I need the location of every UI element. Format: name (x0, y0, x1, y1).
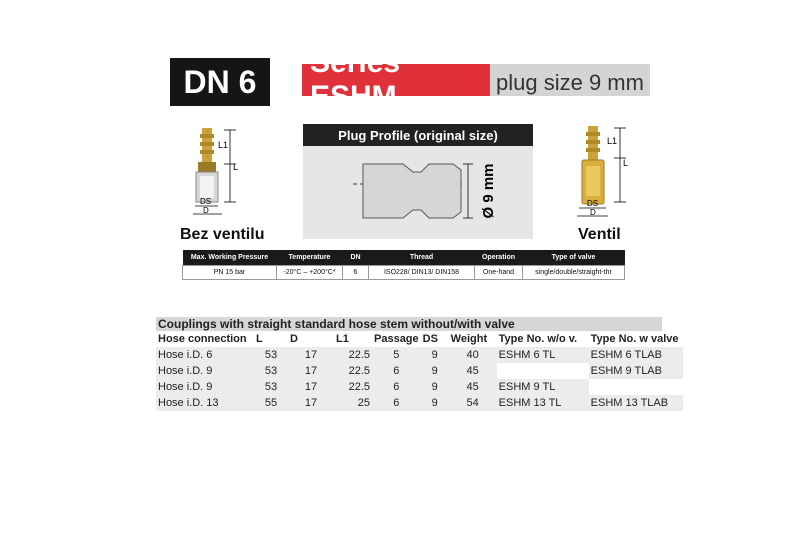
couplings-title: Couplings with straight standard hose stem without/with valve (156, 317, 662, 331)
header-type-without-valve: Type No. w/o v. (498, 333, 578, 345)
header-l: L (256, 333, 263, 345)
cell-d: 17 (288, 379, 334, 395)
cell-l1: 22.5 (334, 347, 372, 363)
spec-header-temperature: Temperature (277, 250, 343, 266)
cell-hose: Hose i.D. 6 (156, 347, 254, 363)
cell-type-with-valve: ESHM 6 TLAB (589, 347, 683, 363)
cell-type-with-valve: ESHM 9 TLAB (589, 363, 683, 379)
cell-weight: 40 (449, 347, 497, 363)
cell-d: 17 (288, 347, 334, 363)
cell-passage: 5 (372, 347, 421, 363)
cell-l: 55 (254, 395, 288, 411)
ds-label: DS (587, 199, 599, 208)
cell-l1: 25 (334, 395, 372, 411)
table-row (156, 347, 683, 363)
fitting-without-valve-image (190, 124, 250, 224)
l1-label: L1 (607, 136, 618, 146)
table-row (156, 379, 683, 395)
header-passage: Passage (374, 333, 419, 345)
l-label: L (623, 158, 629, 168)
cell-hose: Hose i.D. 9 (156, 363, 254, 379)
cell-l: 53 (254, 379, 288, 395)
spec-row (183, 266, 625, 280)
spec-table (182, 250, 625, 280)
spec-temperature: -20°C – +200°C* (277, 266, 343, 280)
cell-passage: 6 (372, 363, 421, 379)
caption-with-valve: Ventil (578, 226, 621, 243)
cell-d: 17 (288, 395, 334, 411)
cell-l1: 22.5 (334, 379, 372, 395)
caption-without-valve: Bez ventilu (180, 226, 265, 243)
header-weight: Weight (450, 333, 488, 345)
plug-size-label: plug size 9 mm (496, 70, 644, 95)
cell-l1: 22.5 (334, 363, 372, 379)
spec-header-dn: DN (343, 250, 369, 266)
table-row (156, 363, 683, 379)
dn-badge: DN 6 (170, 58, 270, 106)
cell-weight: 54 (449, 395, 497, 411)
plug-profile-title: Plug Profile (original size) (303, 124, 533, 146)
spec-pressure: PN 15 bar (183, 266, 277, 280)
cell-passage: 6 (372, 395, 421, 411)
plug-profile-drawing (303, 146, 533, 239)
spec-header-thread: Thread (369, 250, 475, 266)
spec-dn: 6 (343, 266, 369, 280)
cell-ds: 9 (421, 363, 449, 379)
header-type-with-valve: Type No. w valve (590, 333, 679, 345)
cell-hose: Hose i.D. 13 (156, 395, 254, 411)
cell-type-without-valve (497, 363, 589, 379)
cell-type-without-valve: ESHM 13 TL (497, 395, 589, 411)
spec-header-valve-type: Type of valve (523, 250, 625, 266)
spec-operation: One-hand (475, 266, 523, 280)
cell-ds: 9 (421, 395, 449, 411)
diameter-label: Ø 9 mm (480, 163, 497, 219)
header-ds: DS (422, 333, 438, 345)
d-label: D (203, 206, 209, 215)
spec-header-pressure: Max. Working Pressure (183, 250, 277, 266)
d-label: D (590, 208, 596, 217)
cell-hose: Hose i.D. 9 (156, 379, 254, 395)
cell-l: 53 (254, 363, 288, 379)
cell-type-without-valve: ESHM 9 TL (497, 379, 589, 395)
cell-weight: 45 (449, 363, 497, 379)
spec-header-operation: Operation (475, 250, 523, 266)
header-d: D (290, 333, 298, 345)
ds-label: DS (200, 197, 212, 206)
couplings-header-row (156, 331, 683, 347)
cell-type-with-valve: ESHM 13 TLAB (589, 395, 683, 411)
cell-passage: 6 (372, 379, 421, 395)
spec-header-row (183, 250, 625, 266)
l-label: L (233, 162, 239, 172)
cell-l: 53 (254, 347, 288, 363)
cell-ds: 9 (421, 379, 449, 395)
cell-weight: 45 (449, 379, 497, 395)
fitting-with-valve-image (574, 122, 634, 222)
cell-type-with-valve (589, 379, 683, 395)
header-hose-connection: Hose connection (158, 333, 247, 345)
cell-d: 17 (288, 363, 334, 379)
series-title: Series ESHM (302, 64, 490, 96)
cell-type-without-valve: ESHM 6 TL (497, 347, 589, 363)
spec-thread: ISO228/ DIN13/ DIN158 (369, 266, 475, 280)
cell-ds: 9 (421, 347, 449, 363)
spec-valve-type: single/double/straight-thr (523, 266, 625, 280)
l1-label: L1 (218, 140, 229, 150)
couplings-table (156, 331, 683, 411)
table-row (156, 395, 683, 411)
header-l1: L1 (336, 333, 349, 345)
